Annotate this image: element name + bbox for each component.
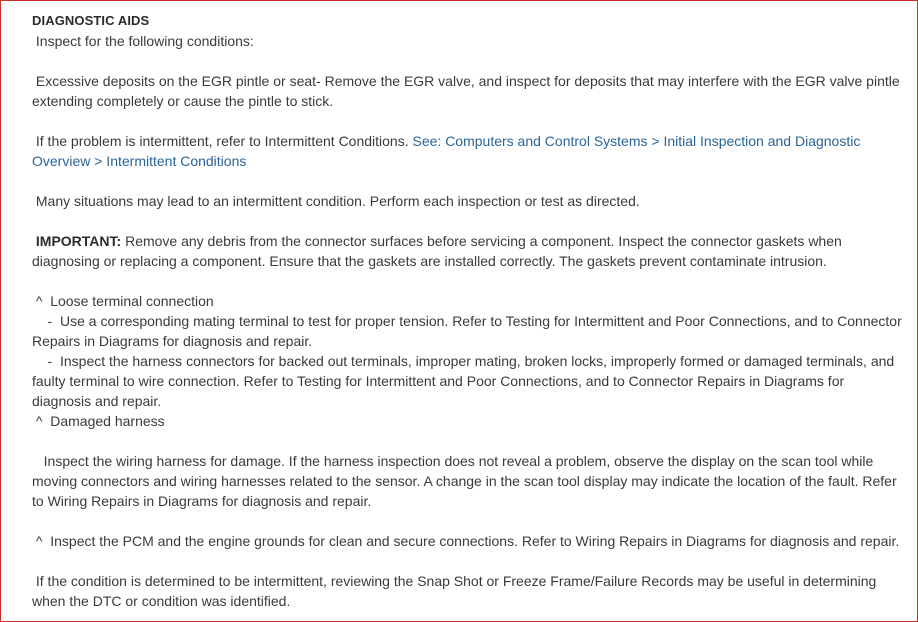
egr-line-2: extending completely or cause the pintle to stick. (32, 93, 334, 109)
spacer (32, 511, 917, 531)
sub-harness-line-3: diagnosis and repair. (32, 393, 162, 409)
section-heading: DIAGNOSTIC AIDS (32, 13, 150, 28)
sub-harness-line-2: faulty terminal to wire connection. Refer to Testing for Intermittent and Poor Connections, and to Connector Repairs in Diagrams for (32, 373, 845, 389)
spacer (32, 271, 917, 291)
important-line-1: IMPORTANT: Remove any debris from the connector surfaces before servicing a component. Inspect the connector gaskets when (35, 233, 842, 249)
condition-line-2: when the DTC or condition was identified. (32, 593, 291, 609)
condition-paragraph (32, 571, 917, 611)
important-line-2: diagnosing or replacing a component. Ensure that the gaskets are installed correctly. The gaskets prevent contaminate intrusion. (32, 253, 827, 269)
spacer (32, 51, 917, 71)
sub-mating-line-2: Repairs in Diagrams for diagnosis and repair. (32, 333, 313, 349)
egr-paragraph (32, 71, 917, 111)
sub-harness-connectors (32, 351, 917, 411)
spacer (32, 111, 917, 131)
intermittent-text: If the problem is intermittent, refer to Intermittent Conditions. (32, 133, 413, 149)
many-situations-text: Many situations may lead to an intermittent condition. Perform each inspection or test as directed. (32, 193, 640, 209)
sub-mating-line-1: - Use a corresponding mating terminal to test for proper tension. Refer to Testing for Intermittent and Poor Connections, and to Connector (32, 313, 902, 329)
important-paragraph (32, 231, 917, 271)
spacer (32, 211, 917, 231)
sub-mating-terminal (32, 311, 917, 351)
spacer (32, 551, 917, 571)
wiring-line-3: to Wiring Repairs in Diagrams for diagnosis and repair. (32, 493, 372, 509)
bullet-damaged-harness: ^ Damaged harness (32, 413, 165, 429)
intermittent-conditions-link[interactable]: See: Computers and Control Systems > Initial Inspection and Diagnostic (412, 133, 861, 149)
wiring-line-1: Inspect the wiring harness for damage. If the harness inspection does not reveal a problem, observe the display on the scan tool while (32, 453, 874, 469)
intermittent-conditions-link-cont[interactable]: Overview > Intermittent Conditions (32, 153, 247, 169)
bullet-pcm-grounds: ^ Inspect the PCM and the engine grounds for clean and secure connections. Refer to Wiring Repairs in Diagrams for diagnosis and repair. (32, 533, 900, 549)
intermittent-line-2 (32, 151, 917, 171)
intro-text: Inspect for the following conditions: (32, 33, 254, 49)
spacer (32, 431, 917, 451)
egr-line-1: Excessive deposits on the EGR pintle or seat- Remove the EGR valve, and inspect for deposits that may interfere with the EGR valve pintle (32, 73, 900, 89)
intermittent-paragraph (32, 131, 917, 171)
condition-line-1: If the condition is determined to be intermittent, reviewing the Snap Shot or Freeze Frame/Failure Records may be useful in determining (32, 573, 877, 589)
bullet-loose-terminal: ^ Loose terminal connection (32, 293, 214, 309)
spacer (32, 171, 917, 191)
wiring-paragraph (32, 451, 917, 511)
sub-harness-line-1: - Inspect the harness connectors for backed out terminals, improper mating, broken locks, improperly formed or damaged terminals, and (32, 353, 895, 369)
wiring-line-2: moving connectors and wiring harnesses related to the sensor. A change in the scan tool display may indicate the location of the fault. Refer (32, 473, 897, 489)
important-label: IMPORTANT: (35, 233, 122, 249)
intermittent-line-1 (32, 131, 917, 151)
